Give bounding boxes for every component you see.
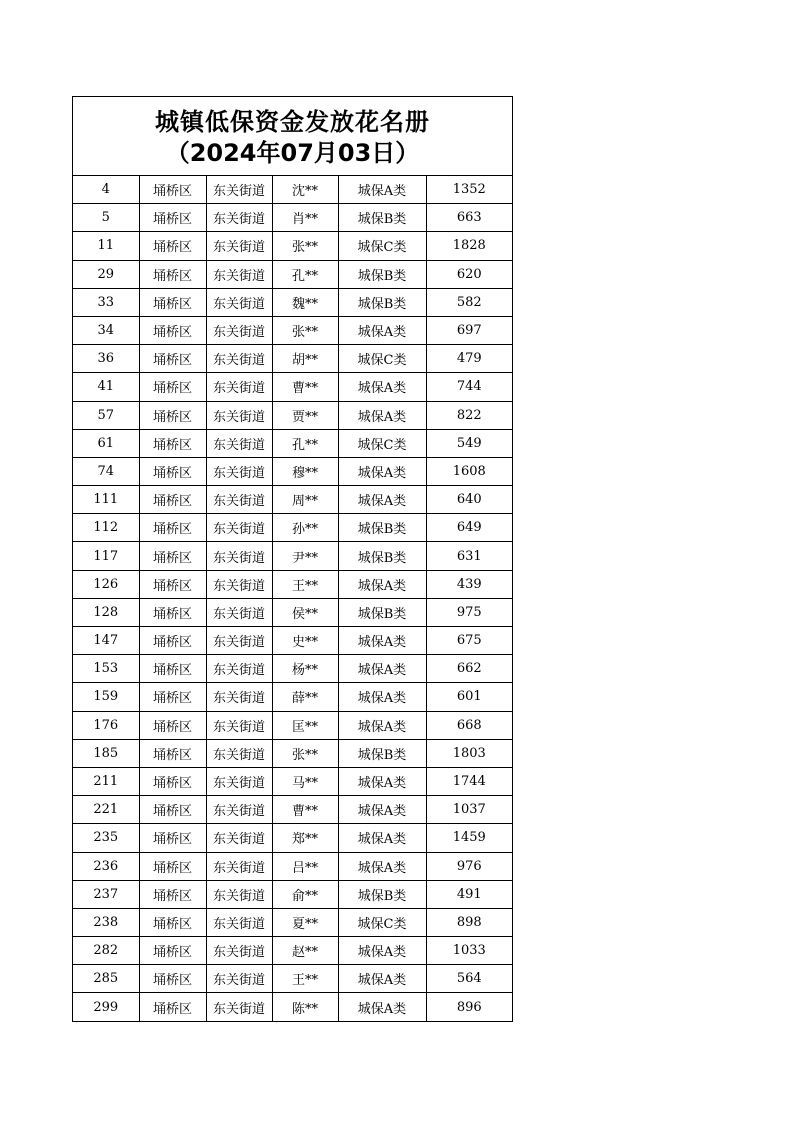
name-cell: 杨** (272, 655, 338, 683)
name-cell: 贾** (272, 401, 338, 429)
street-cell: 东关街道 (206, 852, 272, 880)
name-cell: 魏** (272, 288, 338, 316)
table-row (73, 739, 512, 767)
row-number-cell: 285 (73, 965, 139, 993)
street-cell: 东关街道 (206, 598, 272, 626)
assistance-type-cell: 城保A类 (338, 937, 426, 965)
district-cell: 埇桥区 (139, 288, 206, 316)
row-number-cell: 34 (73, 316, 139, 344)
name-cell: 薛** (272, 683, 338, 711)
district-cell: 埇桥区 (139, 880, 206, 908)
street-cell: 东关街道 (206, 570, 272, 598)
amount-cell: 649 (426, 514, 512, 542)
amount-cell: 976 (426, 852, 512, 880)
row-number-cell: 185 (73, 739, 139, 767)
assistance-type-cell: 城保A类 (338, 176, 426, 204)
district-cell: 埇桥区 (139, 655, 206, 683)
table-row (73, 965, 512, 993)
amount-cell: 663 (426, 204, 512, 232)
table-row (73, 232, 512, 260)
name-cell: 赵** (272, 937, 338, 965)
table-row (73, 796, 512, 824)
assistance-type-cell: 城保A类 (338, 767, 426, 795)
row-number-cell: 176 (73, 711, 139, 739)
amount-cell: 744 (426, 373, 512, 401)
assistance-type-cell: 城保C类 (338, 908, 426, 936)
assistance-type-cell: 城保B类 (338, 542, 426, 570)
table-row (73, 570, 512, 598)
table-row (73, 824, 512, 852)
district-cell: 埇桥区 (139, 937, 206, 965)
amount-cell: 1744 (426, 767, 512, 795)
row-number-cell: 299 (73, 993, 139, 1021)
assistance-type-cell: 城保A类 (338, 655, 426, 683)
assistance-type-cell: 城保A类 (338, 683, 426, 711)
assistance-type-cell: 城保A类 (338, 401, 426, 429)
district-cell: 埇桥区 (139, 852, 206, 880)
row-number-cell: 128 (73, 598, 139, 626)
table-row (73, 908, 512, 936)
assistance-type-cell: 城保B类 (338, 288, 426, 316)
table-row (73, 429, 512, 457)
amount-cell: 1459 (426, 824, 512, 852)
district-cell: 埇桥区 (139, 767, 206, 795)
assistance-type-cell: 城保B类 (338, 880, 426, 908)
table-row (73, 711, 512, 739)
district-cell: 埇桥区 (139, 796, 206, 824)
row-number-cell: 61 (73, 429, 139, 457)
assistance-type-cell: 城保A类 (338, 993, 426, 1021)
row-number-cell: 126 (73, 570, 139, 598)
name-cell: 孙** (272, 514, 338, 542)
table-row (73, 767, 512, 795)
table-row (73, 260, 512, 288)
table-row (73, 345, 512, 373)
row-number-cell: 5 (73, 204, 139, 232)
district-cell: 埇桥区 (139, 232, 206, 260)
district-cell: 埇桥区 (139, 457, 206, 485)
district-cell: 埇桥区 (139, 514, 206, 542)
document-date: （2024年07月03日） (165, 139, 420, 167)
name-cell: 张** (272, 316, 338, 344)
name-cell: 王** (272, 570, 338, 598)
row-number-cell: 117 (73, 542, 139, 570)
name-cell: 穆** (272, 457, 338, 485)
name-cell: 胡** (272, 345, 338, 373)
row-number-cell: 74 (73, 457, 139, 485)
amount-cell: 1037 (426, 796, 512, 824)
district-cell: 埇桥区 (139, 204, 206, 232)
table-row (73, 880, 512, 908)
amount-cell: 896 (456, 999, 482, 1015)
amount-cell: 491 (426, 880, 512, 908)
amount-cell: 1352 (426, 176, 512, 204)
street-cell: 东关街道 (206, 514, 272, 542)
district-cell: 埇桥区 (139, 345, 206, 373)
table-row (73, 852, 512, 880)
assistance-type-cell: 城保A类 (338, 711, 426, 739)
district-cell: 埇桥区 (139, 176, 206, 204)
table-row (73, 683, 512, 711)
row-number-cell: 237 (73, 880, 139, 908)
district-cell: 埇桥区 (139, 711, 206, 739)
name-cell: 沈** (272, 176, 338, 204)
assistance-type-cell: 城保A类 (338, 486, 426, 514)
assistance-type-cell: 城保C类 (338, 345, 426, 373)
street-cell: 东关街道 (206, 711, 272, 739)
roster-sheet (72, 96, 513, 1022)
street-cell: 东关街道 (206, 767, 272, 795)
amount-cell: 697 (426, 316, 512, 344)
district-cell: 埇桥区 (139, 683, 206, 711)
amount-cell: 975 (426, 598, 512, 626)
table-row (73, 373, 512, 401)
name-cell: 尹** (272, 542, 338, 570)
district-cell: 埇桥区 (139, 316, 206, 344)
row-number-cell: 147 (73, 627, 139, 655)
name-cell: 匡** (272, 711, 338, 739)
name-cell: 郑** (272, 824, 338, 852)
table-row (73, 542, 512, 570)
roster-table-body (73, 176, 512, 1021)
table-row (73, 316, 512, 344)
district-cell: 埇桥区 (139, 965, 206, 993)
street-cell: 东关街道 (206, 345, 272, 373)
name-cell: 王** (272, 965, 338, 993)
street-cell: 东关街道 (206, 683, 272, 711)
amount-cell: 675 (426, 627, 512, 655)
street-cell: 东关街道 (206, 288, 272, 316)
amount-cell: 564 (426, 965, 512, 993)
table-row (73, 486, 512, 514)
street-cell: 东关街道 (206, 260, 272, 288)
document-title: 城镇低保资金发放花名册 (155, 108, 430, 136)
assistance-type-cell: 城保A类 (338, 316, 426, 344)
street-cell: 东关街道 (206, 457, 272, 485)
assistance-type-cell: 城保B类 (338, 739, 426, 767)
street-cell: 东关街道 (206, 542, 272, 570)
district-cell: 埇桥区 (139, 627, 206, 655)
district-cell: 埇桥区 (139, 908, 206, 936)
row-number-cell: 235 (73, 824, 139, 852)
district-cell: 埇桥区 (139, 260, 206, 288)
district-cell: 埇桥区 (139, 542, 206, 570)
row-number-cell: 236 (73, 852, 139, 880)
row-number-cell: 29 (73, 260, 139, 288)
name-cell: 张** (272, 232, 338, 260)
table-row (73, 401, 512, 429)
table-row (73, 937, 512, 965)
street-cell: 东关街道 (206, 796, 272, 824)
name-cell: 史** (272, 627, 338, 655)
amount-cell: 898 (426, 908, 512, 936)
amount-cell: 601 (426, 683, 512, 711)
street-cell: 东关街道 (206, 401, 272, 429)
street-cell: 东关街道 (206, 429, 272, 457)
name-cell: 曹** (272, 373, 338, 401)
street-cell: 东关街道 (206, 373, 272, 401)
table-row (73, 288, 512, 316)
row-number-cell: 111 (73, 486, 139, 514)
assistance-type-cell: 城保A类 (338, 824, 426, 852)
district-cell: 埇桥区 (139, 824, 206, 852)
table-row (73, 598, 512, 626)
row-number-cell: 11 (73, 232, 139, 260)
district-cell: 埇桥区 (139, 993, 206, 1021)
row-number-cell: 153 (73, 655, 139, 683)
amount-cell: 479 (426, 345, 512, 373)
assistance-type-cell: 城保C类 (338, 232, 426, 260)
street-cell: 东关街道 (206, 316, 272, 344)
amount-cell: 1608 (426, 457, 512, 485)
street-cell: 东关街道 (206, 232, 272, 260)
amount-cell: 662 (426, 655, 512, 683)
row-number-cell: 159 (73, 683, 139, 711)
assistance-type-cell: 城保B类 (338, 260, 426, 288)
assistance-type-cell: 城保B类 (338, 514, 426, 542)
district-cell: 埇桥区 (139, 598, 206, 626)
street-cell: 东关街道 (206, 937, 272, 965)
street-cell: 东关街道 (206, 486, 272, 514)
amount-cell: 822 (426, 401, 512, 429)
amount-cell: 1828 (426, 232, 512, 260)
row-number-cell: 36 (73, 345, 139, 373)
street-cell: 东关街道 (206, 824, 272, 852)
table-row (73, 457, 512, 485)
street-cell: 东关街道 (206, 880, 272, 908)
street-cell: 东关街道 (206, 993, 272, 1021)
district-cell: 埇桥区 (139, 739, 206, 767)
amount-cell: 582 (426, 288, 512, 316)
street-cell: 东关街道 (206, 627, 272, 655)
street-cell: 东关街道 (206, 204, 272, 232)
street-cell: 东关街道 (206, 908, 272, 936)
name-cell: 马** (272, 767, 338, 795)
name-cell: 俞** (272, 880, 338, 908)
district-cell: 埇桥区 (139, 429, 206, 457)
roster-table (73, 176, 512, 1021)
name-cell: 孔** (272, 260, 338, 288)
district-cell: 埇桥区 (139, 401, 206, 429)
row-number-cell: 238 (73, 908, 139, 936)
row-number-cell: 211 (73, 767, 139, 795)
assistance-type-cell: 城保C类 (338, 429, 426, 457)
table-row (73, 176, 512, 204)
row-number-cell: 4 (73, 176, 139, 204)
assistance-type-cell: 城保A类 (338, 457, 426, 485)
district-cell: 埇桥区 (139, 486, 206, 514)
table-row (73, 655, 512, 683)
table-row (73, 514, 512, 542)
row-number-cell: 33 (73, 288, 139, 316)
assistance-type-cell: 城保B类 (338, 598, 426, 626)
street-cell: 东关街道 (206, 965, 272, 993)
title-block (73, 97, 512, 176)
amount-cell: 439 (426, 570, 512, 598)
amount-cell: 631 (426, 542, 512, 570)
district-cell: 埇桥区 (139, 570, 206, 598)
name-cell: 夏** (272, 908, 338, 936)
assistance-type-cell: 城保A类 (338, 627, 426, 655)
amount-cell: 549 (426, 429, 512, 457)
name-cell: 肖** (272, 204, 338, 232)
assistance-type-cell: 城保A类 (338, 852, 426, 880)
assistance-type-cell: 城保A类 (338, 965, 426, 993)
street-cell: 东关街道 (206, 739, 272, 767)
row-number-cell: 57 (73, 401, 139, 429)
name-cell: 陈** (272, 993, 338, 1021)
name-cell: 侯** (272, 598, 338, 626)
amount-cell: 668 (426, 711, 512, 739)
name-cell: 孔** (272, 429, 338, 457)
row-number-cell: 221 (73, 796, 139, 824)
name-cell: 周** (272, 486, 338, 514)
amount-cell: 1803 (426, 739, 512, 767)
assistance-type-cell: 城保A类 (338, 796, 426, 824)
table-row (73, 993, 512, 1021)
district-cell: 埇桥区 (139, 373, 206, 401)
assistance-type-cell: 城保A类 (338, 570, 426, 598)
amount-cell: 640 (426, 486, 512, 514)
table-row (73, 627, 512, 655)
row-number-cell: 112 (73, 514, 139, 542)
street-cell: 东关街道 (206, 176, 272, 204)
row-number-cell: 282 (73, 937, 139, 965)
table-row (73, 204, 512, 232)
assistance-type-cell: 城保A类 (338, 373, 426, 401)
name-cell: 吕** (272, 852, 338, 880)
amount-cell: 1033 (426, 937, 512, 965)
street-cell: 东关街道 (206, 655, 272, 683)
amount-cell: 620 (426, 260, 512, 288)
assistance-type-cell: 城保B类 (338, 204, 426, 232)
name-cell: 张** (272, 739, 338, 767)
name-cell: 曹** (272, 796, 338, 824)
row-number-cell: 41 (73, 373, 139, 401)
